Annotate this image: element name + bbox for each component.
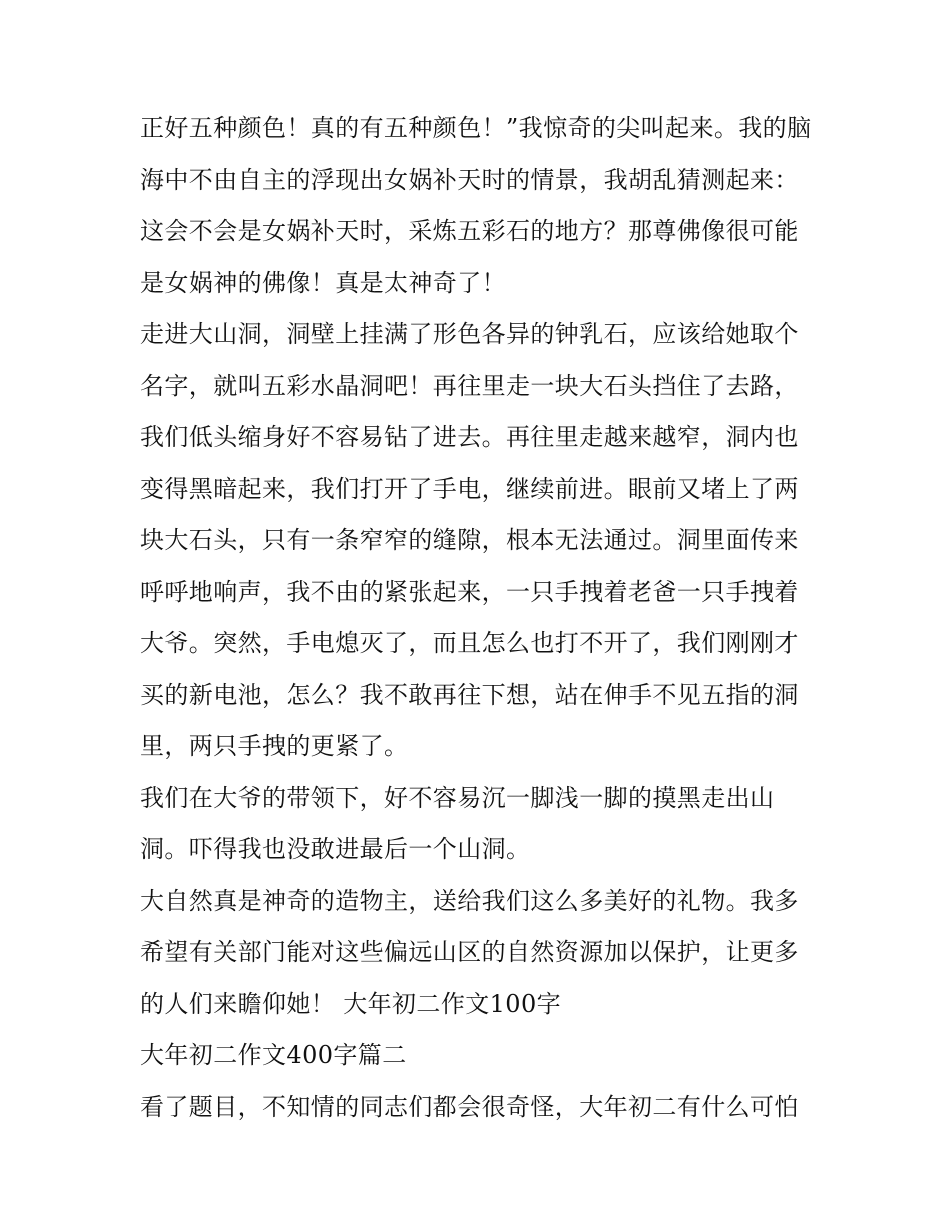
paragraph-5: 看了题目，不知情的同志们都会很奇怪，大年初二有什么可怕: [140, 1092, 799, 1121]
paragraph-1: 正好五种颜色！真的有五种颜色！”我惊奇的尖叫起来。我的脑海中不由自主的浮现出女娲补天时的情景，我胡乱猜测起来：这会不会是女娲补天时，采炼五彩石的地方？那尊佛像很可能是女娲神的佛像！真是太神奇了！: [140, 114, 812, 297]
paragraph-3: 我们在大爷的带领下，好不容易沉一脚浅一脚的摸黑走出山洞。吓得我也没敢进最后一个山洞。: [140, 783, 775, 863]
paragraph-2: 走进大山洞，洞壁上挂满了形色各异的钟乳石，应该给她取个名字，就叫五彩水晶洞吧！再往里走一块大石头挡住了去路，我们低头缩身好不容易钻了进去。再往里走越来越窄，洞内也变得黑暗起来，我们打开了手电，继续前进。眼前又堵上了两块大石头，只有一条窄窄的缝隙，根本无法通过。洞里面传来呼呼地响声，我不由的紧张起来，一只手拽着老爸一只手拽着大爷。突然，手电熄灭了，而且怎么也打不开了，我们刚刚才买的新电池，怎么？我不敢再往下想，站在伸手不见五指的洞里，两只手拽的更紧了。: [140, 320, 799, 760]
document-body: [140, 103, 820, 1133]
paragraph-4: 大自然真是神奇的造物主，送给我们这么多美好的礼物。我多希望有关部门能对这些偏远山区的自然资源加以保护，让更多的人们来瞻仰她！ 大年初二作文100字: [140, 886, 799, 1018]
section-heading: 大年初二作文400字篇二: [140, 1041, 407, 1069]
